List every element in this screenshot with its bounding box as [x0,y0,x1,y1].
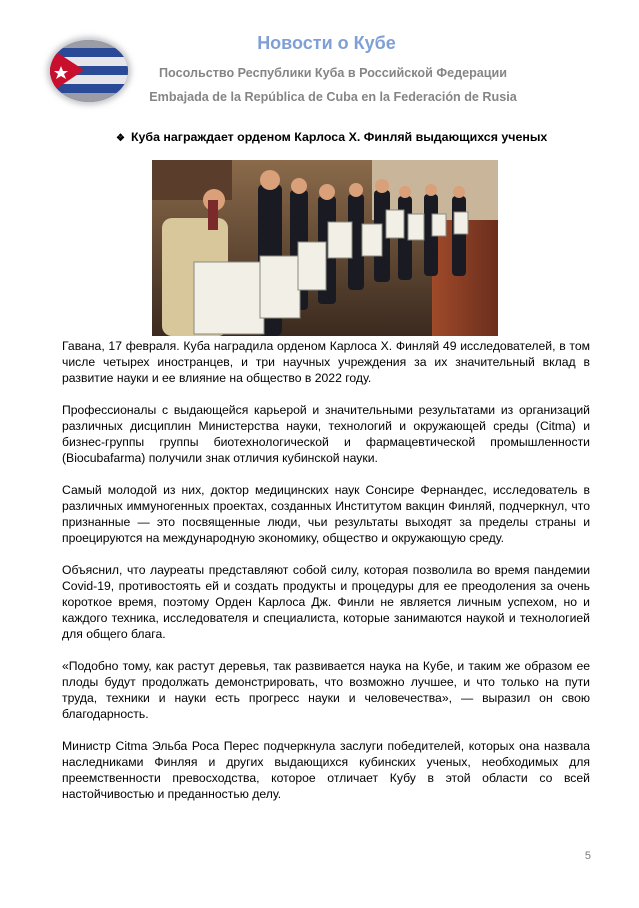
award-ceremony-photo [152,160,498,336]
embassy-name-spanish: Embajada de la República de Cuba en la Federación de Rusia [149,90,517,104]
article-headline [116,130,547,144]
newsletter-title: Новости о Кубе [257,33,396,53]
article-body [62,338,590,818]
article-paragraph: «Подобно тому, как растут деревья, так развивается наука на Кубе, и таким же образом ее плоды будут продолжать демонстрировать, что возможно лучшее, и что только на пути труда, техники и науки есть прогресс науки и человечества», — выразил он свою благодарность. [62,659,590,721]
article-paragraph: Объяснил, что лауреаты представляют собой силу, которая позволила во время пандемии Covid-19, противостоять ей и создать продукты и процедуры для ее преодоления за очень короткое время, поэтому Орден Карлоса Дж. Финли не является личным успехом, но и каждого техника, исследователя и специалиста, которые занимаются наукой и технологией для общего блага. [62,563,590,641]
embassy-name-russian: Посольство Республики Куба в Российской Федерации [159,66,507,80]
article-paragraph: Профессионалы с выдающейся карьерой и значительными результатами из организаций различных дисциплин Министерства науки, технологий и окружающей среды (Citma) и бизнес-группы группы биотехнологической и фармацевтической промышленности (Biocubafarma) получили знак отличия кубинской науки. [62,403,590,465]
page-number: 5 [584,850,591,862]
diamond-bullet-icon: ❖ [116,133,125,144]
article-paragraph: Гавана, 17 февраля. Куба наградила орденом Карлоса Х. Финляй 49 исследователей, в том числе четырех иностранцев, и три научных учреждения за их значительный вклад в развитие науки и ее влияние на общество в 2022 году. [62,339,590,385]
headline-text: Куба награждает орденом Карлоса Х. Финляй выдающихся ученых [130,130,548,144]
article-paragraph: Самый молодой из них, доктор медицинских наук Сонсире Фернандес, исследователь в различных иммуногенных проектах, созданных Институтом вакцин Финляй, подчеркнул, что признанные — это посвященные люди, чьи результаты выходят за пределы страны и проецируются на международную экономику, общество и окружающую среду. [62,483,590,545]
article-paragraph: Министр Citma Эльба Роса Перес подчеркнула заслуги победителей, которых она назвала наследниками Финляя и других выдающихся кубинских ученых, необходимых для преемственности превосходства, которое отличает Кубу в этой области со всей настойчивостью и преданностью делу. [62,739,590,801]
